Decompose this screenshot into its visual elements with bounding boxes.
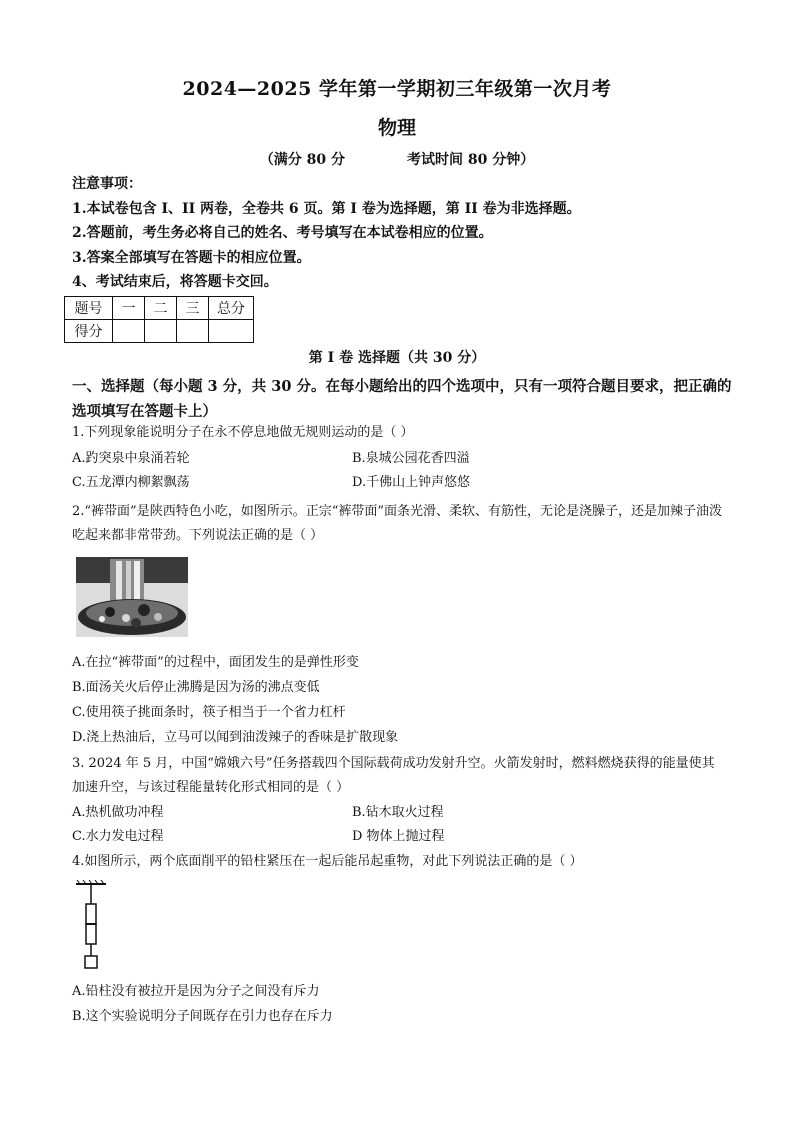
- notices-heading: 注意事项：: [72, 176, 142, 192]
- score-table-header-cell: 三: [177, 297, 209, 320]
- score-cell[interactable]: [145, 320, 177, 343]
- question-3-option-d: D 物体上抛过程: [352, 829, 445, 844]
- score-cell[interactable]: [209, 320, 254, 343]
- score-table-header-cell: 一: [113, 297, 145, 320]
- question-1-option-d: D.千佛山上钟声悠悠: [352, 475, 471, 490]
- question-3-option-c: C.水力发电过程: [72, 829, 164, 844]
- question-3-option-a: A.热机做功冲程: [72, 805, 164, 820]
- notices: [72, 172, 732, 295]
- section1-heading: 第 I 卷 选择题（共 30 分）: [308, 350, 486, 366]
- lead-cylinder-diagram: [74, 880, 108, 972]
- score-table-header-cell: 题号: [65, 297, 113, 320]
- question-3-option-b: B.钻木取火过程: [352, 805, 444, 820]
- question-4-option-b: B.这个实验说明分子间既存在引力也存在斥力: [72, 1009, 333, 1024]
- question-2-option-a: A.在拉“裤带面”的过程中，面团发生的是弹性形变: [72, 655, 359, 670]
- question-4-option-a: A.铅柱没有被拉开是因为分子之间没有斥力: [72, 984, 320, 999]
- noodle-bowl-image: [76, 557, 188, 637]
- question-2-option-c: C.使用筷子挑面条时，筷子相当于一个省力杠杆: [72, 705, 346, 720]
- exam-subject: 物理: [377, 117, 416, 139]
- question-1-stem: 1.下列现象能说明分子在永不停息地做无规则运动的是（ ）: [72, 425, 414, 440]
- exam-time: 考试时间 80 分钟）: [407, 152, 535, 168]
- question-1-option-c: C.五龙潭内柳絮飘荡: [72, 475, 190, 490]
- score-cell[interactable]: [177, 320, 209, 343]
- score-table: [64, 296, 254, 343]
- question-3-stem: 3. 2024 年 5 月，中国“嫦娥六号”任务搭载四个国际载荷成功发射升空。火箭发射时，燃料燃烧获得的能量使其加速升空，与该过程能量转化形式相同的是（ ）: [72, 756, 715, 795]
- notice-item: 2.答题前，考生务必将自己的姓名、考号填写在本试卷相应的位置。: [72, 225, 493, 241]
- full-marks: （满分 80 分: [259, 152, 345, 168]
- notice-item: 3.答案全部填写在答题卡的相应位置。: [72, 249, 311, 266]
- score-table-header-cell: 总分: [209, 297, 254, 320]
- question-2-stem: 2.“裤带面”是陕西特色小吃，如图所示。正宗“裤带面”面条光滑、柔软、有筋性，无论是浇臊子，还是加辣子油泼吃起来都非常带劲。下列说法正确的是（ ）: [72, 504, 722, 543]
- notice-item: 4、考试结束后，将答题卡交回。: [72, 274, 278, 290]
- question-2-option-d: D.浇上热油后，立马可以闻到油泼辣子的香味是扩散现象: [72, 730, 399, 745]
- exam-meta: [0, 149, 794, 169]
- score-table-row-label: 得分: [65, 320, 113, 343]
- exam-title: 2024—2025 学年第一学期初三年级第一次月考: [182, 78, 612, 100]
- score-table-header-cell: 二: [145, 297, 177, 320]
- question-4-stem: 4.如图所示，两个底面削平的铅柱紧压在一起后能吊起重物，对此下列说法正确的是（ ）: [72, 854, 583, 869]
- score-cell[interactable]: [113, 320, 145, 343]
- section1-instruction: 一、选择题（每小题 3 分，共 30 分。在每小题给出的四个选项中，只有一项符合题目要求，把正确的选项填写在答题卡上）: [72, 378, 732, 420]
- question-1-option-b: B.泉城公园花香四溢: [352, 451, 470, 466]
- question-1-option-a: A.趵突泉中泉涌若轮: [72, 451, 190, 466]
- question-2-option-b: B.面汤关火后停止沸腾是因为汤的沸点变低: [72, 680, 320, 695]
- notice-item: 1.本试卷包含 I、II 两卷，全卷共 6 页。第 I 卷为选择题，第 II 卷为非选择题。: [72, 200, 581, 217]
